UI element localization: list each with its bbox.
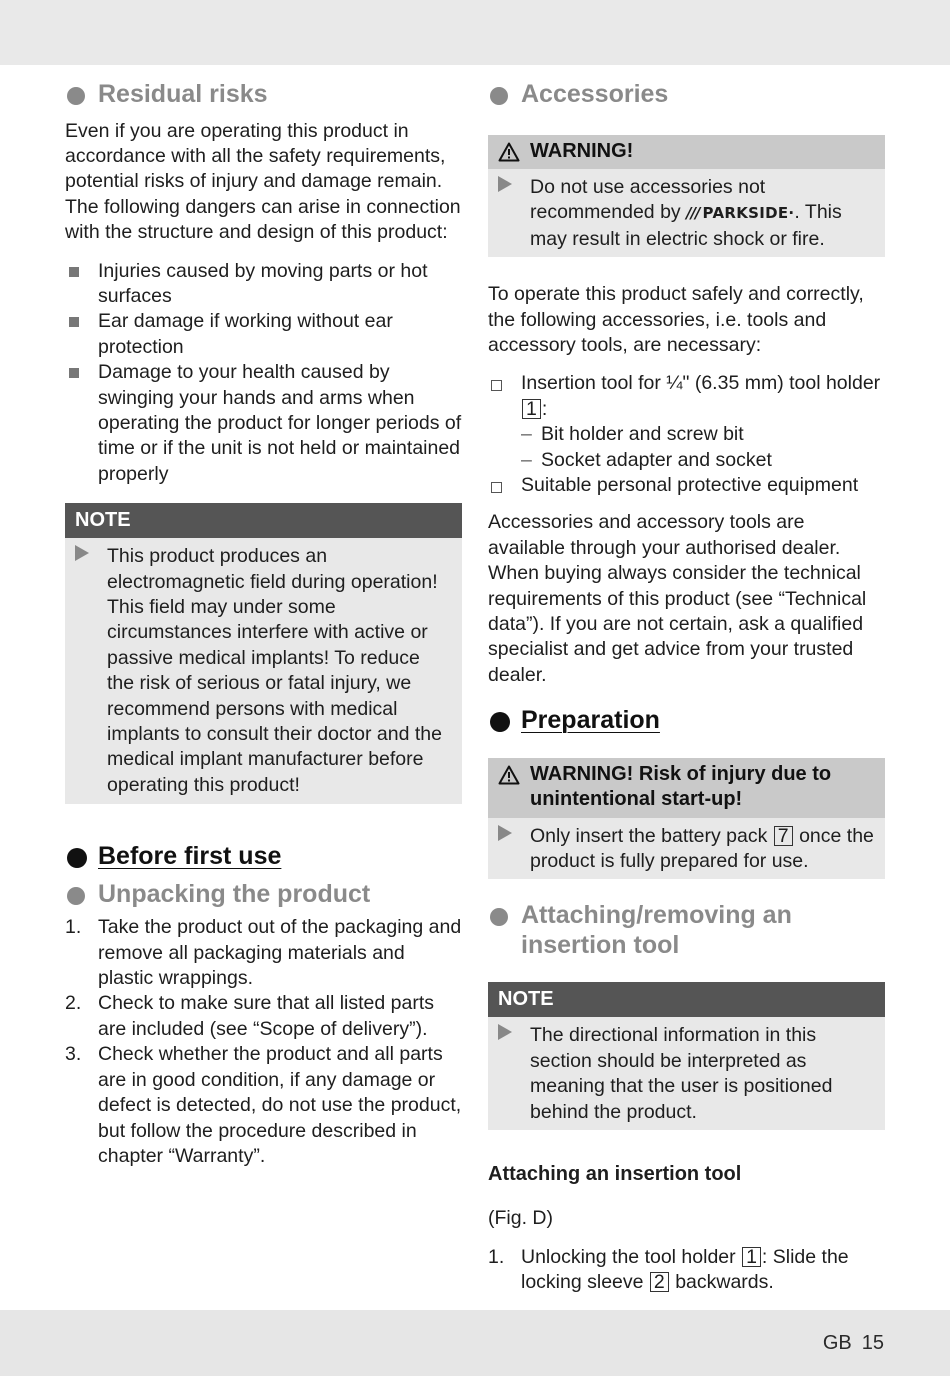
note-text: The directional information in this section should be interpreted as meaning that the user is positioned behind the product. [530,1024,833,1123]
top-band [0,0,950,65]
accessories-outro: Accessories and accessory tools are available through your authorised dealer. When buying always consider the technical requirements of this product (see “Technical data”). If you are not certain, ask a qualified specialist and get advice from your trusted dealer. [488,511,867,686]
warning-label: WARNING! Risk of injury due to unintentional start-up! [488,758,885,818]
arrow-right-icon [498,1024,512,1040]
list-item: Damage to your health caused by swinging your hands and arms when operating the product for longer periods of time or if the unit is not held or maintained properly [65,360,462,487]
accessories-intro: To operate this product safely and correctly, the following accessories, i.e. tools and accessory tools, are necessary: [488,283,864,356]
part-ref: 1 [522,399,541,419]
residual-risks-list [65,259,462,488]
footer-band [0,1310,950,1376]
note-label: NOTE [488,982,885,1017]
bullet-dot-icon [490,87,508,105]
note-box [65,503,462,804]
list-item: Insertion tool for ¼" (6.35 mm) tool holder 1 : – Bit holder and screw bit – Socket adapter and socket [488,371,885,473]
list-item: 3. Check whether the product and all parts are in good condition, if any damage or defect is detected, do not use the product, but follow the procedure described in chapter “Warranty”. [65,1043,462,1167]
attaching-note-box [488,982,885,1130]
note-text: This product produces an electromagnetic field during operation! This field may under some circumstances interfere with active or passive medical implants! To reduce the risk of serious or fatal injury, we recommend persons with medical implants to consult their doctor and the medical implant manufacturer before operating this product! [107,545,442,796]
right-column [488,78,885,1296]
list-item: – Bit holder and screw bit [521,422,885,447]
warning-body: Do not use accessories not recommended by /// PARKSIDE·. This may result in electric shock or fire. [488,169,885,257]
parkside-logo: /// PARKSIDE· [686,204,795,223]
preparation-warning-box [488,758,885,880]
part-ref: 1 [742,1247,761,1267]
list-item: – Socket adapter and socket [521,448,885,473]
bullet-dot-icon [490,712,510,732]
bullet-dot-icon [67,887,85,905]
list-item: 2. Check to make sure that all listed parts are included (see “Scope of delivery”). [65,992,434,1040]
arrow-right-icon [498,176,512,192]
residual-risks-heading: Residual risks [65,80,462,110]
note-body [65,538,462,804]
part-ref: 2 [650,1272,669,1292]
list-item: Suitable personal protective equipment [488,473,885,498]
attaching-heading: Attaching/removing an insertion tool [488,901,885,960]
residual-risks-intro: Even if you are operating this product in accordance with all the safety requirements, potential risks of injury and damage remain. The following dangers can arise in connection with the structure and design of this product: [65,119,461,244]
bullet-dot-icon [67,87,85,105]
list-item: 1. Take the product out of the packaging and remove all packaging materials and plastic wrappings. [65,916,462,990]
attaching-steps [488,1245,885,1296]
note-label: NOTE [65,503,462,538]
page-number-value: 15 [861,1332,884,1354]
figure-reference: (Fig. D) [488,1207,553,1230]
part-ref: 7 [774,826,793,846]
note-body [488,1017,885,1130]
attaching-subheading: Attaching an insertion tool [488,1162,742,1185]
warning-body: Only insert the battery pack 7 once the product is fully prepared for use. [488,818,885,880]
page-number [823,1331,884,1356]
accessories-sublist [521,422,885,473]
left-column [65,78,462,1169]
list-item: Ear damage if working without ear protection [65,309,462,360]
accessories-list [488,371,885,498]
bullet-dot-icon [67,848,87,868]
warning-triangle-icon [498,765,520,785]
unpacking-steps [65,915,462,1169]
unpacking-heading: Unpacking the product [65,880,462,910]
warning-triangle-icon [498,142,520,162]
language-code: GB [822,1332,852,1354]
accessories-heading: Accessories [488,80,885,110]
bullet-dot-icon [490,908,508,926]
before-first-use-heading: Before first use [65,842,462,872]
warning-label: WARNING! [488,135,885,169]
arrow-right-icon [75,545,89,561]
list-item: Injuries caused by moving parts or hot surfaces [65,259,462,310]
preparation-heading: Preparation [488,706,885,736]
list-item: 1. Unlocking the tool holder 1 : Slide the locking sleeve 2 backwards. [488,1245,849,1294]
arrow-right-icon [498,825,512,841]
accessories-warning-box [488,135,885,258]
